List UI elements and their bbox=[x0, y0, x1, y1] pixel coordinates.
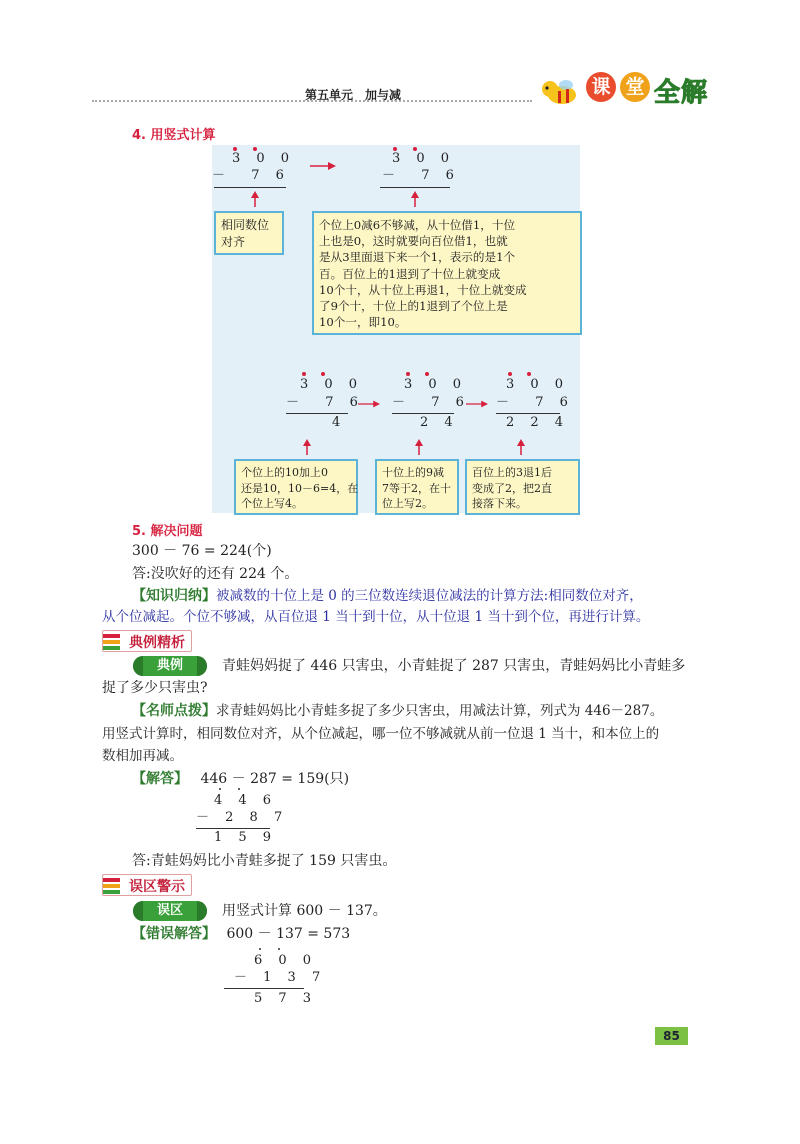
borrow-dot bbox=[219, 788, 221, 790]
mistake-calc-res: 5 7 3 bbox=[254, 991, 318, 1006]
up-arrow-icon bbox=[414, 439, 424, 455]
borrow-dot bbox=[259, 948, 261, 950]
step1-res: 4 bbox=[332, 415, 347, 430]
example-calc-top: 4 4 6 bbox=[214, 793, 278, 808]
note-borrow: 个位上0减6不够减，从十位借1，十位 上也是0，这时就要向百位借1，也就 是从3里面退下来一个1，表示的是1个 百。百位上的1退到了十位上就变成 10个十，从十位上再退1，十位上就变成 了9个十，十位上的1退到了个位上是 10个一，即10。 bbox=[312, 211, 582, 335]
step3-res: 2 2 4 bbox=[506, 415, 570, 430]
section-4-title: 4. 用竖式计算 bbox=[132, 128, 216, 143]
example-calc-res: 1 5 9 bbox=[214, 830, 278, 845]
vertical-calc-diagram bbox=[212, 145, 580, 513]
answer-equation: 446 － 287 = 159(只) bbox=[200, 771, 350, 787]
calc-a-sub: － 7 6 bbox=[212, 168, 290, 183]
logo-quanjie: 全解 bbox=[654, 78, 709, 108]
note-step3: 百位上的3退1后 变成了2，把2直 接落下来。 bbox=[465, 459, 580, 515]
tips-line1: 求青蛙妈妈比小青蛙多捉了多少只害虫，用减法计算，列式为 446－287。 bbox=[216, 703, 664, 719]
mistake-section-tag: 误区警示 bbox=[102, 874, 192, 896]
tips-line3: 数相加再减。 bbox=[102, 748, 183, 764]
knowledge-label: 【知识归纳】 bbox=[132, 588, 216, 604]
section-5-answer: 答:没吹好的还有 224 个。 bbox=[132, 566, 299, 582]
up-arrow-icon bbox=[250, 191, 260, 207]
step1-sub: － 7 6 bbox=[286, 395, 364, 410]
tips-line2: 用竖式计算时，相同数位对齐，从个位减起，哪一位不够减就从前一位退 1 当十，和本位上的 bbox=[102, 726, 660, 742]
tips-label: 【名师点拨】 bbox=[132, 703, 216, 719]
mistake-prompt: 用竖式计算 600 － 137。 bbox=[222, 903, 387, 919]
right-arrow-icon bbox=[466, 399, 488, 409]
step3-sub: － 7 6 bbox=[496, 395, 574, 410]
answer-label: 【解答】 bbox=[132, 771, 188, 787]
logo-ke: 课 bbox=[586, 72, 616, 102]
note-step2: 十位上的9减 7等于2，在十 位上写2。 bbox=[375, 459, 459, 515]
header-divider bbox=[92, 100, 532, 102]
up-arrow-icon bbox=[302, 439, 312, 455]
example-section-tag: 典例精析 bbox=[102, 630, 192, 652]
step2-res: 2 4 bbox=[420, 415, 459, 430]
example-calc-sub: － 2 8 7 bbox=[196, 810, 289, 825]
step2-sub: － 7 6 bbox=[392, 395, 470, 410]
wrong-answer-label: 【错误解答】 bbox=[132, 926, 216, 942]
step2-top: 3 0 0 bbox=[404, 377, 468, 392]
calc-b-top: 3 0 0 bbox=[392, 151, 456, 166]
example-line2: 捉了多少只害虫? bbox=[102, 680, 208, 696]
borrow-dot bbox=[278, 948, 280, 950]
knowledge-line2: 从个位减起。个位不够减，从百位退 1 当十到十位，从十位退 1 当十到个位，再进行计算。 bbox=[102, 609, 650, 625]
page-number: 85 bbox=[655, 1027, 688, 1045]
note-align: 相同数位 对齐 bbox=[214, 211, 284, 255]
calc-b-sub: － 7 6 bbox=[382, 168, 460, 183]
section-5-title: 5. 解决问题 bbox=[132, 524, 203, 539]
borrow-dot bbox=[238, 788, 240, 790]
mistake-pill: 误区 bbox=[133, 901, 207, 921]
up-arrow-icon bbox=[410, 191, 420, 207]
right-arrow-icon bbox=[310, 161, 336, 171]
up-arrow-icon bbox=[516, 439, 526, 455]
knowledge-line1: 被减数的十位上是 0 的三位数连续退位减法的计算方法:相同数位对齐， bbox=[216, 588, 643, 604]
step1-top: 3 0 0 bbox=[300, 377, 364, 392]
logo-tang: 堂 bbox=[620, 72, 650, 102]
step3-top: 3 0 0 bbox=[506, 377, 570, 392]
example-pill: 典例 bbox=[133, 656, 207, 676]
example-line1: 青蛙妈妈捉了 446 只害虫，小青蛙捉了 287 只害虫，青蛙妈妈比小青蛙多 bbox=[222, 658, 686, 674]
mistake-calc-top: 6 0 0 bbox=[254, 953, 318, 968]
unit-title: 第五单元 加与减 bbox=[305, 88, 402, 102]
right-arrow-icon bbox=[358, 399, 380, 409]
bee-mascot-icon bbox=[536, 77, 582, 105]
note-step1: 个位上的10加上0 还是10，10－6=4，在 个位上写4。 bbox=[234, 459, 358, 515]
wrong-answer-equation: 600 － 137 = 573 bbox=[226, 926, 351, 942]
calc-rule bbox=[214, 187, 286, 188]
example-final-answer: 答:青蛙妈妈比小青蛙多捉了 159 只害虫。 bbox=[132, 853, 397, 869]
calc-a-top: 3 0 0 bbox=[232, 151, 296, 166]
mistake-calc-sub: － 1 3 7 bbox=[234, 970, 327, 985]
section-5-equation: 300 － 76 = 224(个) bbox=[132, 543, 272, 559]
calc-rule bbox=[380, 187, 450, 188]
